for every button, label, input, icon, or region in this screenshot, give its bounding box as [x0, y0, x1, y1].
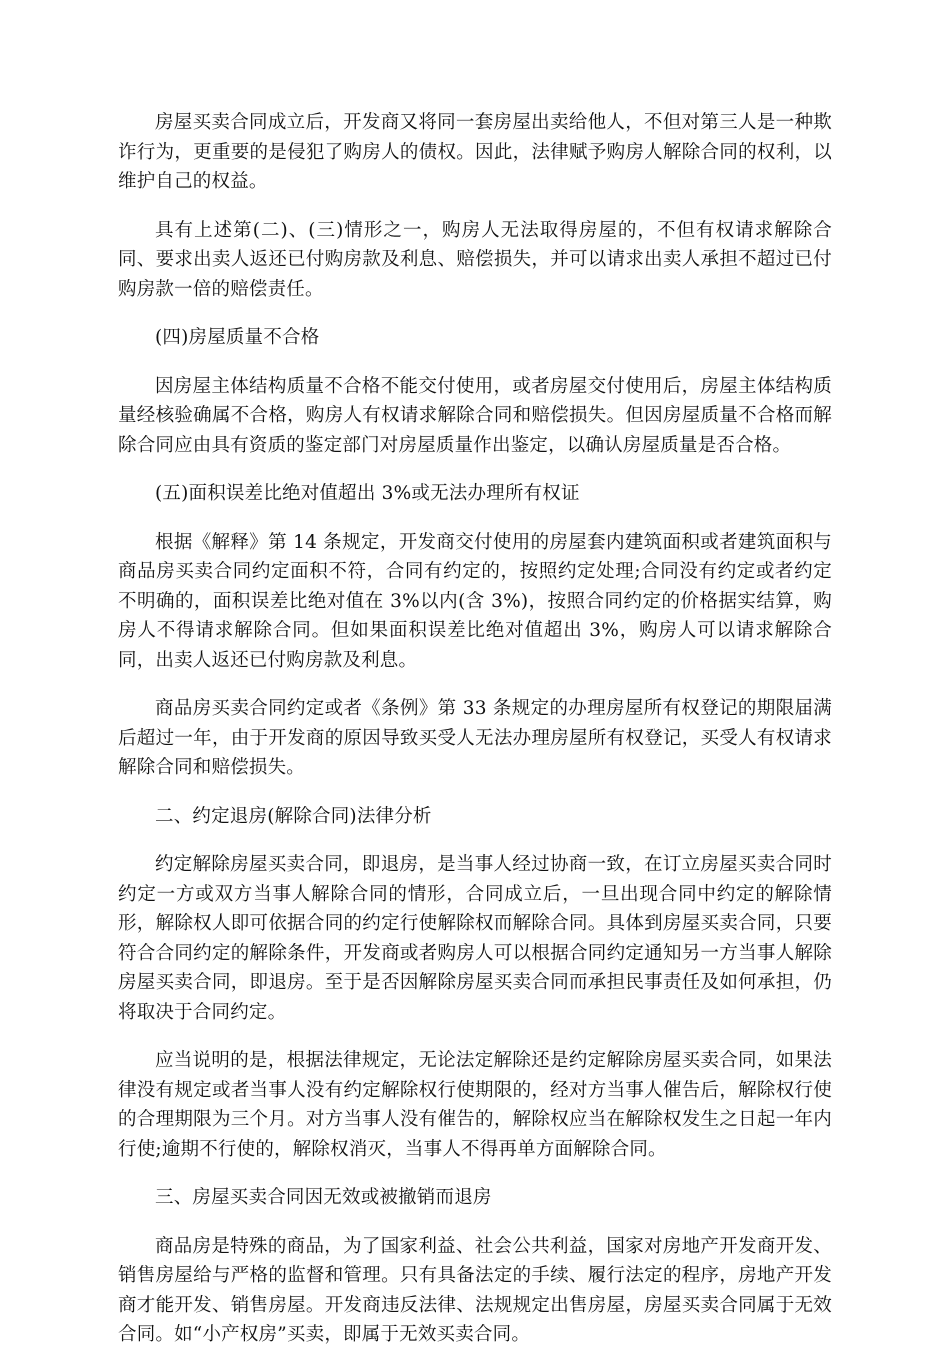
paragraph: 根据《解释》第 14 条规定，开发商交付使用的房屋套内建筑面积或者建筑面积与商品房买卖合同约定面积不符，合同有约定的，按照约定处理;合同没有约定或者约定不明确的，面积误差比绝对值在 3%以内(含 3%)，按照合同约定的价格据实结算，购房人不得请求解除合同。但如果面积误差比绝对值超出 3%，购房人可以请求解除合同，出卖人返还已付购房款及利息。 — [118, 531, 832, 671]
paragraph: 商品房是特殊的商品，为了国家利益、社会公共利益，国家对房地产开发商开发、销售房屋给与严格的监督和管理。只有具备法定的手续、履行法定的程序，房地产开发商才能开发、销售房屋。开发商违反法律、法规规定出售房屋，房屋买卖合同属于无效合同。如“小产权房”买卖，即属于无效买卖合同。 — [118, 1235, 832, 1345]
section-heading: 二、约定退房(解除合同)法律分析 — [155, 805, 432, 827]
paragraph: 商品房买卖合同约定或者《条例》第 33 条规定的办理房屋所有权登记的期限届满后超过一年，由于开发商的原因导致买受人无法办理房屋所有权登记，买受人有权请求解除合同和赔偿损失。 — [118, 698, 832, 778]
paragraph: 房屋买卖合同成立后，开发商又将同一套房屋出卖给他人，不但对第三人是一种欺诈行为，更重要的是侵犯了购房人的债权。因此，法律赋予购房人解除合同的权利，以维护自己的权益。 — [118, 112, 832, 192]
paragraph: 约定解除房屋买卖合同，即退房，是当事人经过协商一致，在订立房屋买卖合同时约定一方或双方当事人解除合同的情形，合同成立后，一旦出现合同中约定的解除情形，解除权人即可依据合同的约定行使解除权而解除合同。具体到房屋买卖合同，只要符合合同约定的解除条件，开发商或者购房人可以根据合同约定通知另一方当事人解除房屋买卖合同，即退房。至于是否因解除房屋买卖合同而承担民事责任及如何承担，仍将取决于合同约定。 — [118, 854, 832, 1023]
section-heading: (五)面积误差比绝对值超出 3%或无法办理所有权证 — [155, 483, 580, 504]
paragraph: 具有上述第(二)、(三)情形之一，购房人无法取得房屋的，不但有权请求解除合同、要求出卖人返还已付购房款及利息、赔偿损失，并可以请求出卖人承担不超过已付购房款一倍的赔偿责任。 — [118, 219, 832, 300]
paragraph: 应当说明的是，根据法律规定，无论法定解除还是约定解除房屋买卖合同，如果法律没有规定或者当事人没有约定解除权行使期限的，经对方当事人催告后，解除权行使的合理期限为三个月。对方当事人没有催告的，解除权应当在解除权发生之日起一年内行使;逾期不行使的，解除权消灭，当事人不得再单方面解除合同。 — [118, 1050, 832, 1160]
section-heading: 三、房屋买卖合同因无效或被撤销而退房 — [155, 1187, 492, 1208]
section-heading: (四)房屋质量不合格 — [155, 327, 320, 348]
paragraph: 因房屋主体结构质量不合格不能交付使用，或者房屋交付使用后，房屋主体结构质量经核验确属不合格，购房人有权请求解除合同和赔偿损失。但因房屋质量不合格而解除合同应由具有资质的鉴定部门对房屋质量作出鉴定，以确认房屋质量是否合格。 — [118, 375, 832, 456]
